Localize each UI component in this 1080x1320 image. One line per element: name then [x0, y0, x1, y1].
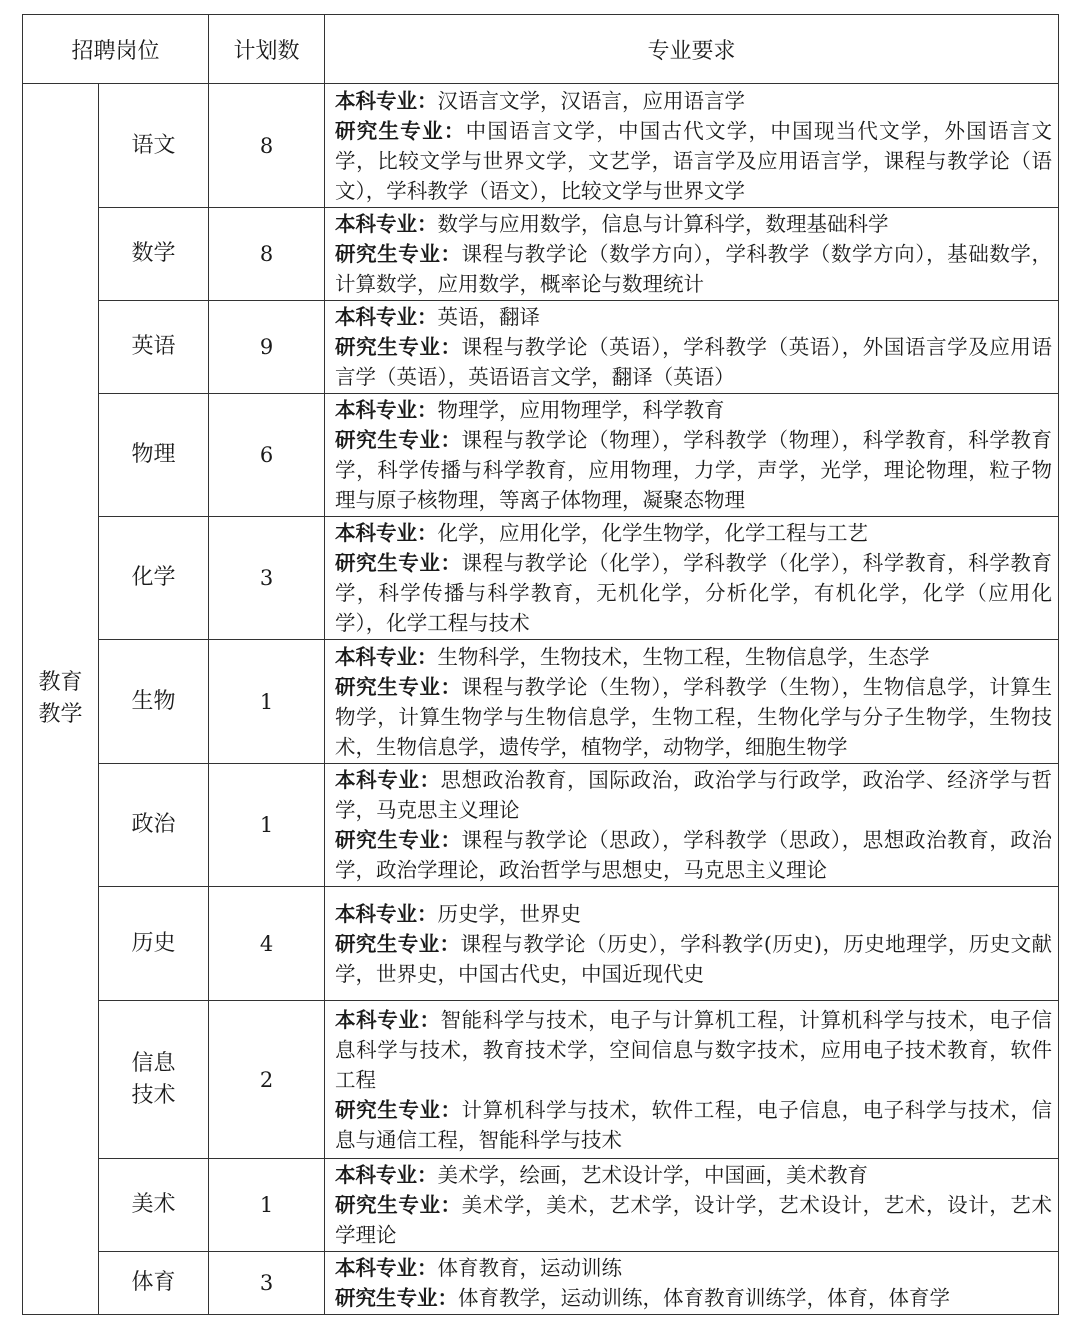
undergrad-requirement [335, 302, 1052, 332]
grad-requirement-label: 研究生专业： [335, 428, 462, 452]
subject-label: 历史 [131, 930, 176, 956]
grad-requirement-text: 计算机科学与技术，软件工程，电子信息，电子科学与技术，信息与通信工程，智能科学与技术 [335, 1097, 1053, 1152]
undergrad-requirement [335, 1253, 1052, 1283]
undergrad-requirement-label: 本科专业： [335, 398, 438, 422]
undergrad-requirement-label: 本科专业： [335, 1163, 438, 1187]
grad-requirement-label: 研究生专业： [335, 1286, 459, 1310]
plan-count: 2 [209, 1001, 325, 1159]
subject-cell [99, 887, 209, 1001]
category-label: 教育教学 [38, 670, 83, 727]
table-row [23, 394, 1059, 517]
plan-count: 1 [209, 764, 325, 887]
grad-requirement [335, 1095, 1052, 1155]
table-row [23, 1159, 1059, 1252]
requirements-cell [325, 394, 1059, 517]
grad-requirement-text: 课程与教学论（生物），学科教学（生物），生物信息学，计算生物学，计算生物学与生物信息学，生物工程，生物化学与分子生物学，生物技术，生物信息学，遗传学，植物学，动物学，细胞生物学 [335, 674, 1053, 759]
grad-requirement [335, 116, 1052, 206]
grad-requirement [335, 239, 1052, 299]
subject-label: 政治 [131, 812, 176, 837]
undergrad-requirement-text: 智能科学与技术，电子与计算机工程，计算机科学与技术，电子信息科学与技术，教育技术学，空间信息与数字技术，应用电子技术教育，软件工程 [335, 1007, 1053, 1092]
undergrad-requirement-text: 历史学，世界史 [437, 901, 582, 926]
grad-requirement-label: 研究生专业： [335, 1193, 462, 1217]
table-row [23, 887, 1059, 1001]
subject-label: 语文 [131, 132, 176, 158]
grad-requirement-label: 研究生专业： [335, 242, 462, 266]
requirements-cell [325, 84, 1059, 208]
requirements-cell [325, 208, 1059, 301]
grad-requirement [335, 425, 1052, 515]
grad-requirement [335, 929, 1052, 989]
table-row [23, 517, 1059, 640]
table-body [23, 84, 1059, 1315]
undergrad-requirement [335, 642, 1052, 672]
grad-requirement-text: 课程与教学论（英语），学科教学（英语），外国语言学及应用语言学（英语），英语语言文学，翻译（英语） [335, 335, 1053, 389]
undergrad-requirement [335, 86, 1052, 116]
table-row [23, 640, 1059, 764]
grad-requirement [335, 332, 1052, 392]
undergrad-requirement-text: 体育教育，运动训练 [437, 1256, 623, 1280]
subject-cell [99, 640, 209, 764]
undergrad-requirement-label: 本科专业： [335, 768, 441, 792]
subject-label: 化学 [131, 565, 176, 590]
recruitment-table [22, 14, 1059, 1315]
undergrad-requirement [335, 395, 1052, 425]
subject-cell [99, 84, 209, 208]
grad-requirement [335, 1190, 1052, 1250]
grad-requirement-label: 研究生专业： [335, 118, 466, 143]
grad-requirement-label: 研究生专业： [335, 1097, 462, 1122]
grad-requirement-label: 研究生专业： [335, 674, 462, 699]
undergrad-requirement-label: 本科专业： [335, 521, 438, 545]
undergrad-requirement-text: 数学与应用数学，信息与计算科学，数理基础科学 [437, 212, 889, 236]
plan-count: 6 [209, 394, 325, 517]
undergrad-requirement-label: 本科专业： [335, 901, 438, 926]
requirements-cell [325, 1001, 1059, 1159]
plan-count: 3 [209, 1252, 325, 1315]
plan-count: 3 [209, 517, 325, 640]
header-count: 计划数 [209, 15, 325, 84]
undergrad-requirement-text: 化学，应用化学，化学生物学，化学工程与工艺 [437, 521, 869, 545]
plan-count: 1 [209, 640, 325, 764]
requirements-cell [325, 1159, 1059, 1252]
subject-cell [99, 517, 209, 640]
subject-label: 数学 [131, 241, 176, 266]
grad-requirement-label: 研究生专业： [335, 551, 462, 575]
table-header-row [23, 15, 1059, 84]
undergrad-requirement [335, 899, 1052, 929]
header-position: 招聘岗位 [23, 15, 209, 84]
subject-cell [99, 764, 209, 887]
grad-requirement-text: 中国语言文学，中国古代文学，中国现当代文学，外国语言文学，比较文学与世界文学，文艺学，语言学及应用语言学，课程与教学论（语文），学科教学（语文），比较文学与世界文学 [335, 118, 1053, 203]
subject-label: 体育 [131, 1270, 176, 1295]
subject-label: 英语 [131, 334, 176, 359]
subject-label: 生物 [131, 688, 176, 714]
grad-requirement-text: 课程与教学论（化学），学科教学（化学），科学教育，科学教育学，科学传播与科学教育，无机化学，分析化学，有机化学，化学（应用化学），化学工程与技术 [335, 551, 1053, 635]
undergrad-requirement [335, 765, 1052, 825]
undergrad-requirement [335, 1160, 1052, 1190]
subject-cell [99, 1001, 209, 1159]
plan-count: 1 [209, 1159, 325, 1252]
undergrad-requirement-label: 本科专业： [335, 1256, 438, 1280]
requirements-cell [325, 764, 1059, 887]
subject-cell [99, 301, 209, 394]
subject-cell [99, 1159, 209, 1252]
grad-requirement-text: 课程与教学论（历史），学科教学(历史)，历史地理学，历史文献学，世界史，中国古代史，中国近现代史 [335, 931, 1053, 986]
grad-requirement-label: 研究生专业： [335, 335, 462, 359]
requirements-cell [325, 640, 1059, 764]
requirements-cell [325, 517, 1059, 640]
subject-cell [99, 208, 209, 301]
subject-cell [99, 394, 209, 517]
grad-requirement-text: 体育教学，运动训练，体育教育训练学，体育，体育学 [458, 1286, 951, 1310]
requirements-cell [325, 301, 1059, 394]
undergrad-requirement-label: 本科专业： [335, 305, 438, 329]
table-row [23, 764, 1059, 887]
recruitment-table-container [22, 14, 1058, 1315]
grad-requirement-text: 美术学，美术，艺术学，设计学，艺术设计，艺术，设计，艺术学理论 [335, 1193, 1053, 1247]
plan-count: 4 [209, 887, 325, 1001]
undergrad-requirement-text: 思想政治教育，国际政治，政治学与行政学，政治学、经济学与哲学，马克思主义理论 [335, 768, 1053, 822]
grad-requirement [335, 1283, 1052, 1313]
undergrad-requirement-label: 本科专业： [335, 1007, 441, 1032]
grad-requirement-text: 课程与教学论（思政），学科教学（思政），思想政治教育，政治学，政治学理论，政治哲学与思想史，马克思主义理论 [335, 828, 1053, 882]
undergrad-requirement [335, 518, 1052, 548]
undergrad-requirement-text: 英语，翻译 [437, 305, 541, 329]
subject-label: 信息技术 [131, 1050, 176, 1108]
undergrad-requirement-text: 生物科学，生物技术，生物工程，生物信息学，生态学 [437, 644, 930, 669]
requirements-cell [325, 887, 1059, 1001]
table-row [23, 84, 1059, 208]
undergrad-requirement-text: 美术学，绘画，艺术设计学，中国画，美术教育 [437, 1163, 869, 1187]
category-cell [23, 84, 99, 1315]
requirements-cell [325, 1252, 1059, 1315]
grad-requirement [335, 548, 1052, 638]
undergrad-requirement-label: 本科专业： [335, 644, 438, 669]
grad-requirement-text: 课程与教学论（数学方向），学科教学（数学方向），基础数学，计算数学，应用数学，概率论与数理统计 [335, 242, 1053, 296]
grad-requirement-label: 研究生专业： [335, 828, 462, 852]
plan-count: 8 [209, 84, 325, 208]
plan-count: 8 [209, 208, 325, 301]
grad-requirement [335, 825, 1052, 885]
undergrad-requirement [335, 209, 1052, 239]
undergrad-requirement-text: 汉语言文学，汉语言，应用语言学 [437, 88, 746, 113]
subject-label: 美术 [131, 1192, 176, 1217]
grad-requirement-label: 研究生专业： [335, 931, 461, 956]
table-row [23, 1252, 1059, 1315]
undergrad-requirement [335, 1005, 1052, 1095]
table-row [23, 208, 1059, 301]
header-requirements: 专业要求 [325, 15, 1059, 84]
table-row [23, 1001, 1059, 1159]
grad-requirement [335, 672, 1052, 762]
plan-count: 9 [209, 301, 325, 394]
undergrad-requirement-label: 本科专业： [335, 212, 438, 236]
undergrad-requirement-label: 本科专业： [335, 88, 438, 113]
undergrad-requirement-text: 物理学，应用物理学，科学教育 [437, 398, 725, 422]
subject-cell [99, 1252, 209, 1315]
grad-requirement-text: 课程与教学论（物理），学科教学（物理），科学教育，科学教育学，科学传播与科学教育，应用物理，力学，声学，光学，理论物理，粒子物理与原子核物理，等离子体物理，凝聚态物理 [335, 428, 1053, 512]
table-row [23, 301, 1059, 394]
subject-label: 物理 [131, 442, 176, 467]
